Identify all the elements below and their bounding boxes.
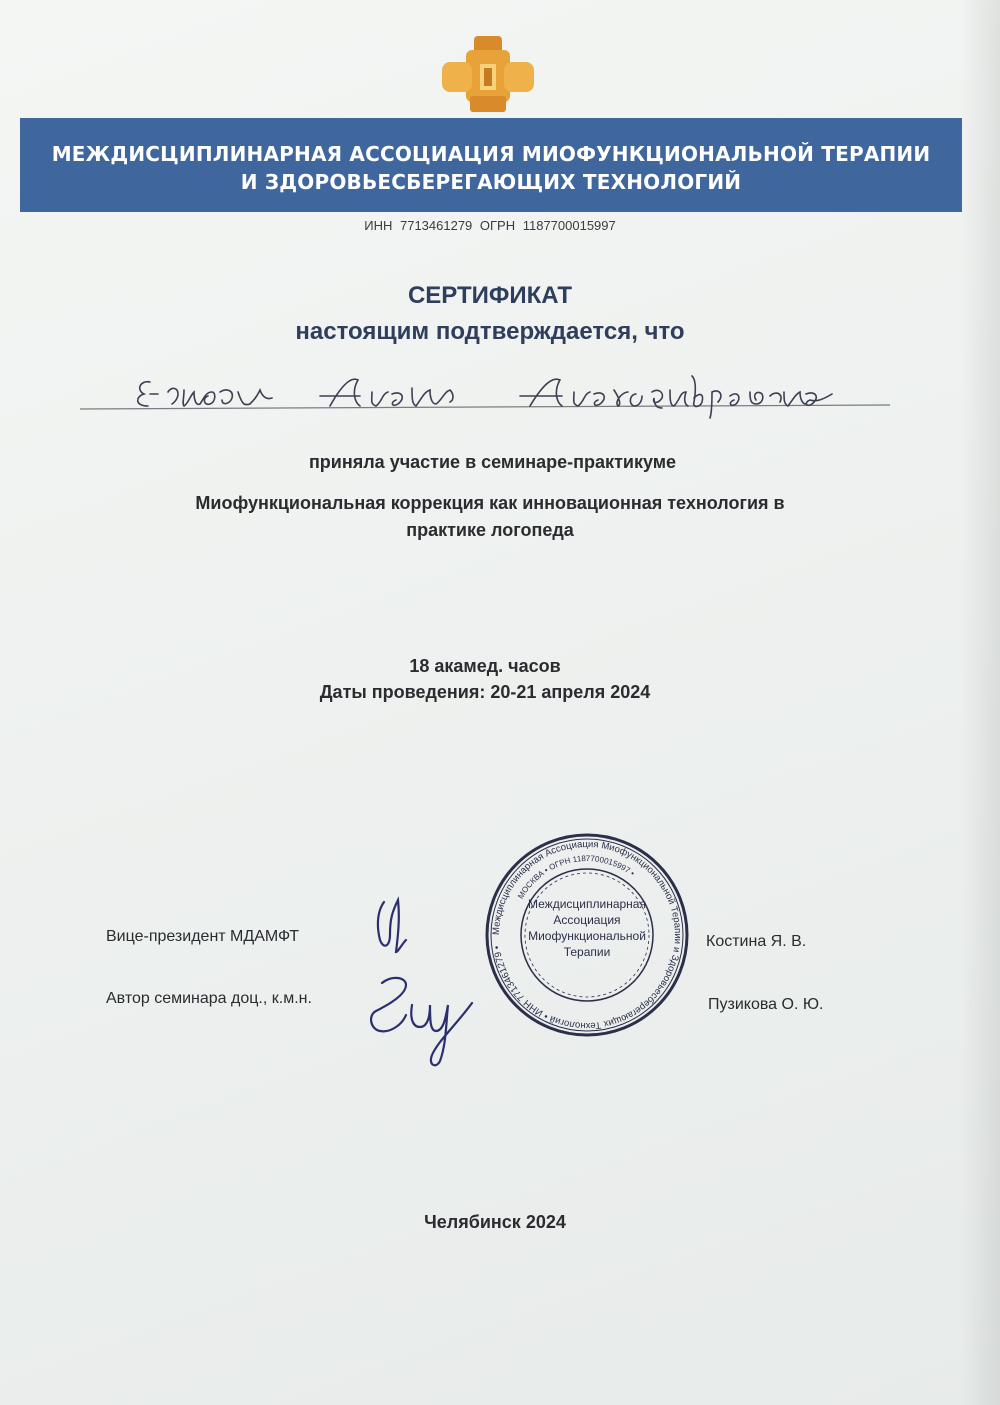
seal-ring-text: Междисциплинарная Ассоциация Миофункциональной Терапии и Здоровьесберегающих Технологий • ИНН 7713461279 • — [490, 838, 684, 1032]
seminar-title-line2: практике логопеда — [406, 520, 574, 540]
org-name-line2: И ЗДОРОВЬЕСБЕРЕГАЮЩИХ ТЕХНОЛОГИЙ — [240, 170, 742, 194]
organization-banner — [20, 118, 962, 212]
seminar-title-line1: Миофункциональная коррекция как инновационная технология в — [195, 493, 785, 513]
signature-vice-president — [360, 892, 430, 972]
seal-center-line3: Миофункциональной — [528, 929, 646, 943]
certificate-subtitle: настоящим подтверждается, что — [295, 318, 685, 345]
signer-name-kostina: Костина Я. В. — [706, 933, 807, 950]
seal-center-line1: Междисциплинарная — [528, 897, 646, 911]
signer-role-vice-president: Вице-президент МДАМФТ — [106, 928, 300, 945]
seminar-dates: Даты проведения: 20-21 апреля 2024 — [319, 682, 651, 702]
org-name-line1: МЕЖДИСЦИПЛИНАРНАЯ АССОЦИАЦИЯ МИОФУНКЦИОНАЛЬНОЙ ТЕРАПИИ — [51, 142, 931, 166]
seminar-title — [100, 490, 880, 544]
signer-name-puzikova: Пузикова О. Ю. — [708, 996, 824, 1013]
seal-center-line2: Ассоциация — [553, 913, 621, 927]
city-year: Челябинск 2024 — [424, 1212, 566, 1232]
registration-numbers: ИНН 7713461279 ОГРН 1187700015997 — [364, 218, 616, 233]
signer-role-author: Автор семинара доц., к.м.н. — [106, 990, 312, 1007]
academic-hours: 18 акамед. часов — [409, 656, 561, 676]
certificate-title: СЕРТИФИКАТ — [407, 282, 573, 309]
organization-logo-icon — [436, 36, 540, 112]
recipient-name-handwriting — [80, 362, 910, 422]
signature-author — [360, 965, 500, 1090]
participation-statement: приняла участие в семинаре-практикуме — [308, 452, 677, 472]
seal-center-text — [516, 896, 658, 960]
seal-center-line4: Терапии — [563, 945, 611, 959]
svg-text:МОСКВА • ОГРН 1187700015997 •: МОСКВА • ОГРН 1187700015997 • — [516, 853, 637, 901]
